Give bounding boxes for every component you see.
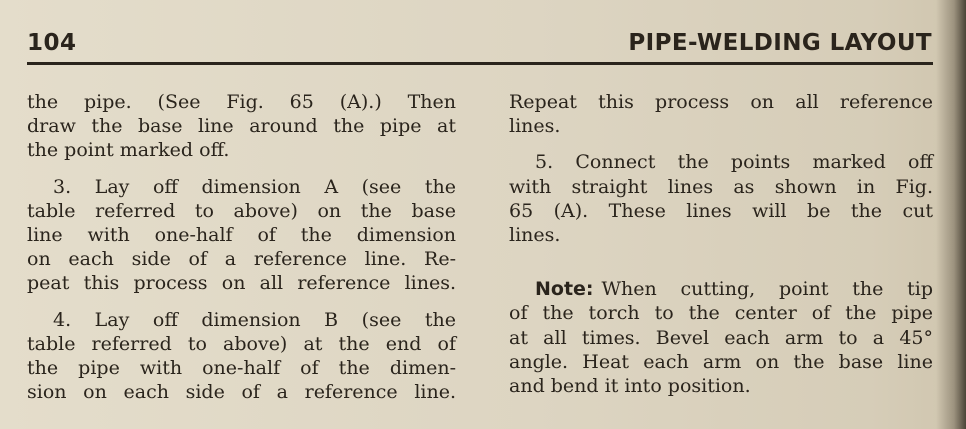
text-line: the pipe. (See Fig. 65 (A).) Then	[27, 91, 456, 113]
text-line: on each side of a reference line. Re-	[27, 248, 456, 271]
text-line: 4. Lay off dimension B (see the	[53, 308, 456, 331]
text-line: 5. Connect the points marked off	[535, 151, 933, 174]
text-line: and bend it into position.	[509, 375, 751, 398]
text-line: line with one-half of the dimension	[27, 224, 456, 247]
text-line: table referred to above) on the base	[27, 199, 456, 222]
step-4-paragraph	[27, 308, 456, 405]
text-line: When cutting, point the tip	[601, 278, 933, 301]
text-line: lines.	[509, 115, 561, 138]
text-line: sion on each side of a reference line.	[27, 381, 456, 404]
header-rule	[27, 62, 933, 65]
text-line: lines.	[509, 224, 561, 247]
text-line: peat this process on all reference lines.	[27, 272, 456, 295]
text-line: with straight lines as shown in Fig.	[509, 175, 933, 198]
note-label: Note:	[535, 278, 594, 301]
left-column	[27, 90, 456, 404]
paragraph-continuation	[27, 90, 456, 163]
text-line: Repeat this process on all reference	[509, 91, 933, 113]
text-line: 65 (A). These lines will be the cut	[509, 199, 933, 222]
right-column	[509, 90, 933, 398]
text-line: the point marked off.	[27, 139, 230, 162]
page-header	[27, 26, 932, 60]
text-line: angle. Heat each arm on the base line	[509, 350, 933, 373]
note-first-line	[509, 277, 933, 301]
text-line: draw the base line around the pipe at	[27, 115, 456, 138]
paragraph-continuation-right	[509, 90, 933, 138]
note-paragraph	[509, 277, 933, 398]
page-binding-shadow	[936, 0, 966, 429]
page-number: 104	[27, 30, 77, 56]
text-line: the pipe with one-half of the dimen-	[27, 357, 456, 380]
text-line: table referred to above) at the end of	[27, 332, 456, 355]
step-5-paragraph	[509, 150, 933, 247]
step-3-paragraph	[27, 175, 456, 296]
text-line: at all times. Bevel each arm to a 45°	[509, 326, 933, 349]
running-head: PIPE-WELDING LAYOUT	[628, 30, 932, 56]
text-line: of the torch to the center of the pipe	[509, 302, 933, 325]
text-line: 3. Lay off dimension A (see the	[53, 175, 456, 198]
